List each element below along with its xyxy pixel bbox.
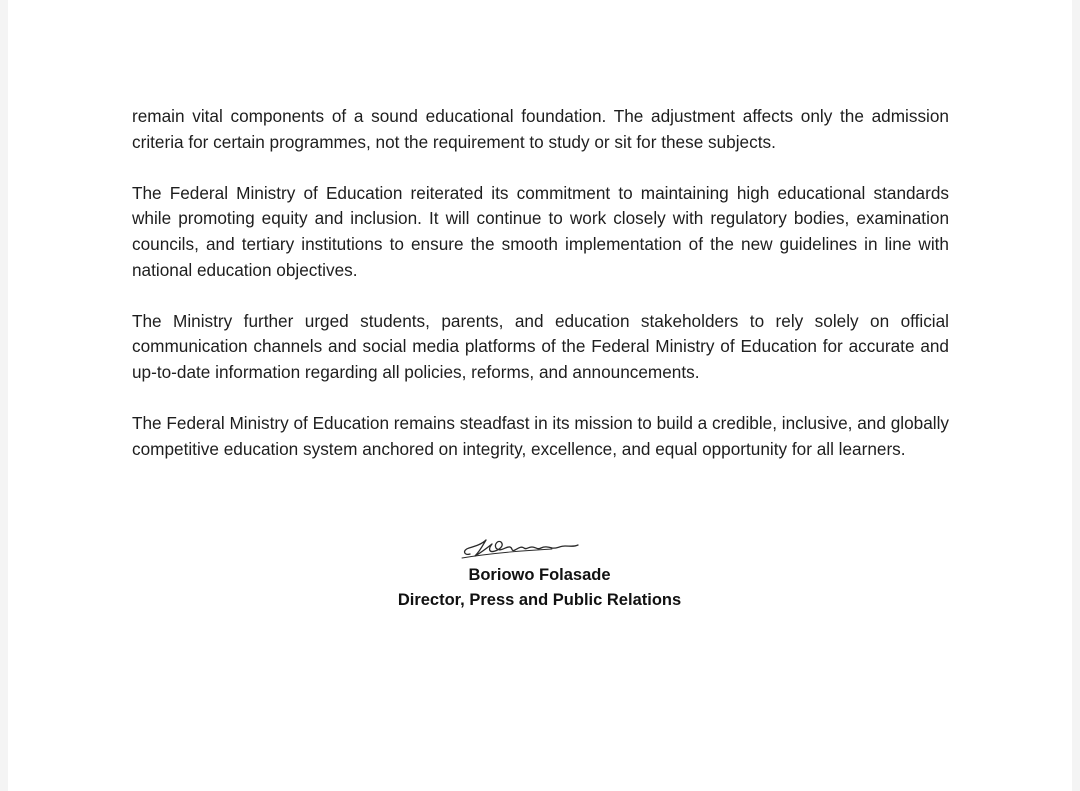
press-release-body (132, 104, 949, 462)
paragraph-3: The Ministry further urged students, parents, and education stakeholders to rely solely on official communication channels and social media platforms of the Federal Ministry of Education for accurate and up-to-date information regarding all policies, reforms, and announcements. (132, 310, 949, 382)
paragraph-1: remain vital components of a sound educational foundation. The adjustment affects only the admission criteria for certain programmes, not the requirement to study or sit for these subjects. (132, 106, 949, 152)
signature-block (308, 563, 771, 613)
document-page (8, 0, 1072, 791)
signatory-name: Boriowo Folasade (468, 566, 611, 584)
signatory-title: Director, Press and Public Relations (397, 591, 682, 609)
paragraph-4: The Federal Ministry of Education remains steadfast in its mission to build a credible, inclusive, and globally competitive education system anchored on integrity, excellence, and equal opportunity for all learners. (132, 413, 949, 459)
handwritten-signature (456, 532, 596, 562)
paragraph-2: The Federal Ministry of Education reiterated its commitment to maintaining high educational standards while promoting equity and inclusion. It will continue to work closely with regulatory bodies, examination councils, and tertiary institutions to ensure the smooth implementation of the new guidelines in line with national education objectives. (132, 182, 949, 280)
